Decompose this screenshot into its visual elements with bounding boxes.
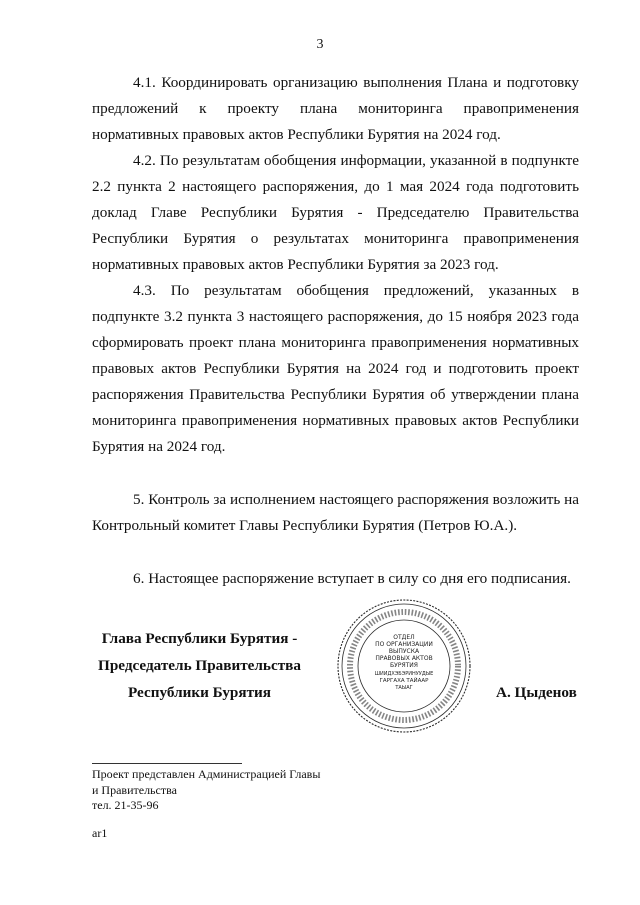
signatory-title-line: Глава Республики Бурятия - (101, 630, 298, 647)
signatory-title-line: Республики Бурятия (127, 684, 272, 701)
paragraph-5: 5. Контроль за исполнением настоящего распоряжения возложить на Контрольный комитет Главы Республики Бурятия (Петров Ю.А.). (92, 491, 579, 534)
seal-text: ВЫПУСКА (388, 648, 420, 655)
seal-text: ОТДЕЛ (393, 634, 415, 641)
paragraph-6: 6. Настоящее распоряжение вступает в силу со дня его подписания. (133, 570, 571, 587)
paragraph-gap (92, 460, 579, 487)
seal-text: ШИИДХЭБЭРИНУУДЫЕ (374, 671, 434, 677)
official-seal (336, 598, 472, 734)
footnote-phone: тел. 21-35-96 (92, 798, 159, 812)
seal-text: ГАРГАХА ТАЙААР (379, 678, 429, 684)
seal-text: БУРЯТИЯ (390, 662, 418, 669)
seal-text: ПРАВОВЫХ АКТОВ (375, 655, 433, 662)
paragraph-gap (92, 539, 579, 566)
seal-text: ПО ОРГАНИЗАЦИИ (375, 641, 433, 648)
footnote-line: Проект представлен Администрацией Главы (92, 767, 321, 781)
page-number: 3 (316, 37, 324, 52)
author-code: ar1 (92, 826, 108, 840)
footnote-divider (92, 763, 242, 764)
seal-text: ТАЫАГ (395, 685, 413, 691)
footnote (92, 767, 320, 814)
paragraph-4-1: 4.1. Координировать организацию выполнения Плана и подготовку предложений к проекту плана мониторинга правоприменения нормативных правовых актов Республики Бурятия на 2024 год. (92, 74, 579, 143)
signatory-title (92, 625, 307, 706)
footnote-line: и Правительства (92, 782, 177, 797)
document-body (92, 70, 579, 592)
signatory-name: А. Цыденов (496, 684, 577, 701)
paragraph-4-2: 4.2. По результатам обобщения информации, указанной в подпункте 2.2 пункта 2 настоящего распоряжения, до 1 мая 2024 года подготовить доклад Главе Республики Бурятия - Председателю Правительства Республики Бурятия о результатах мониторинга правоприменения нормативных правовых актов Республики Бурятия за 2023 год. (92, 152, 579, 273)
signatory-title-line: Председатель Правительства (98, 657, 301, 674)
paragraph-4-3: 4.3. По результатам обобщения предложений, указанных в подпункте 3.2 пункта 3 настоящего распоряжения, до 15 ноября 2023 года сформировать проект плана мониторинга правоприменения нормативных правовых актов Республики Бурятия на 2024 год и подготовить проект распоряжения Правительства Республики Бурятия об утверждении плана мониторинга правоприменения нормативных правовых актов Республики Бурятия на 2024 год. (92, 282, 579, 455)
